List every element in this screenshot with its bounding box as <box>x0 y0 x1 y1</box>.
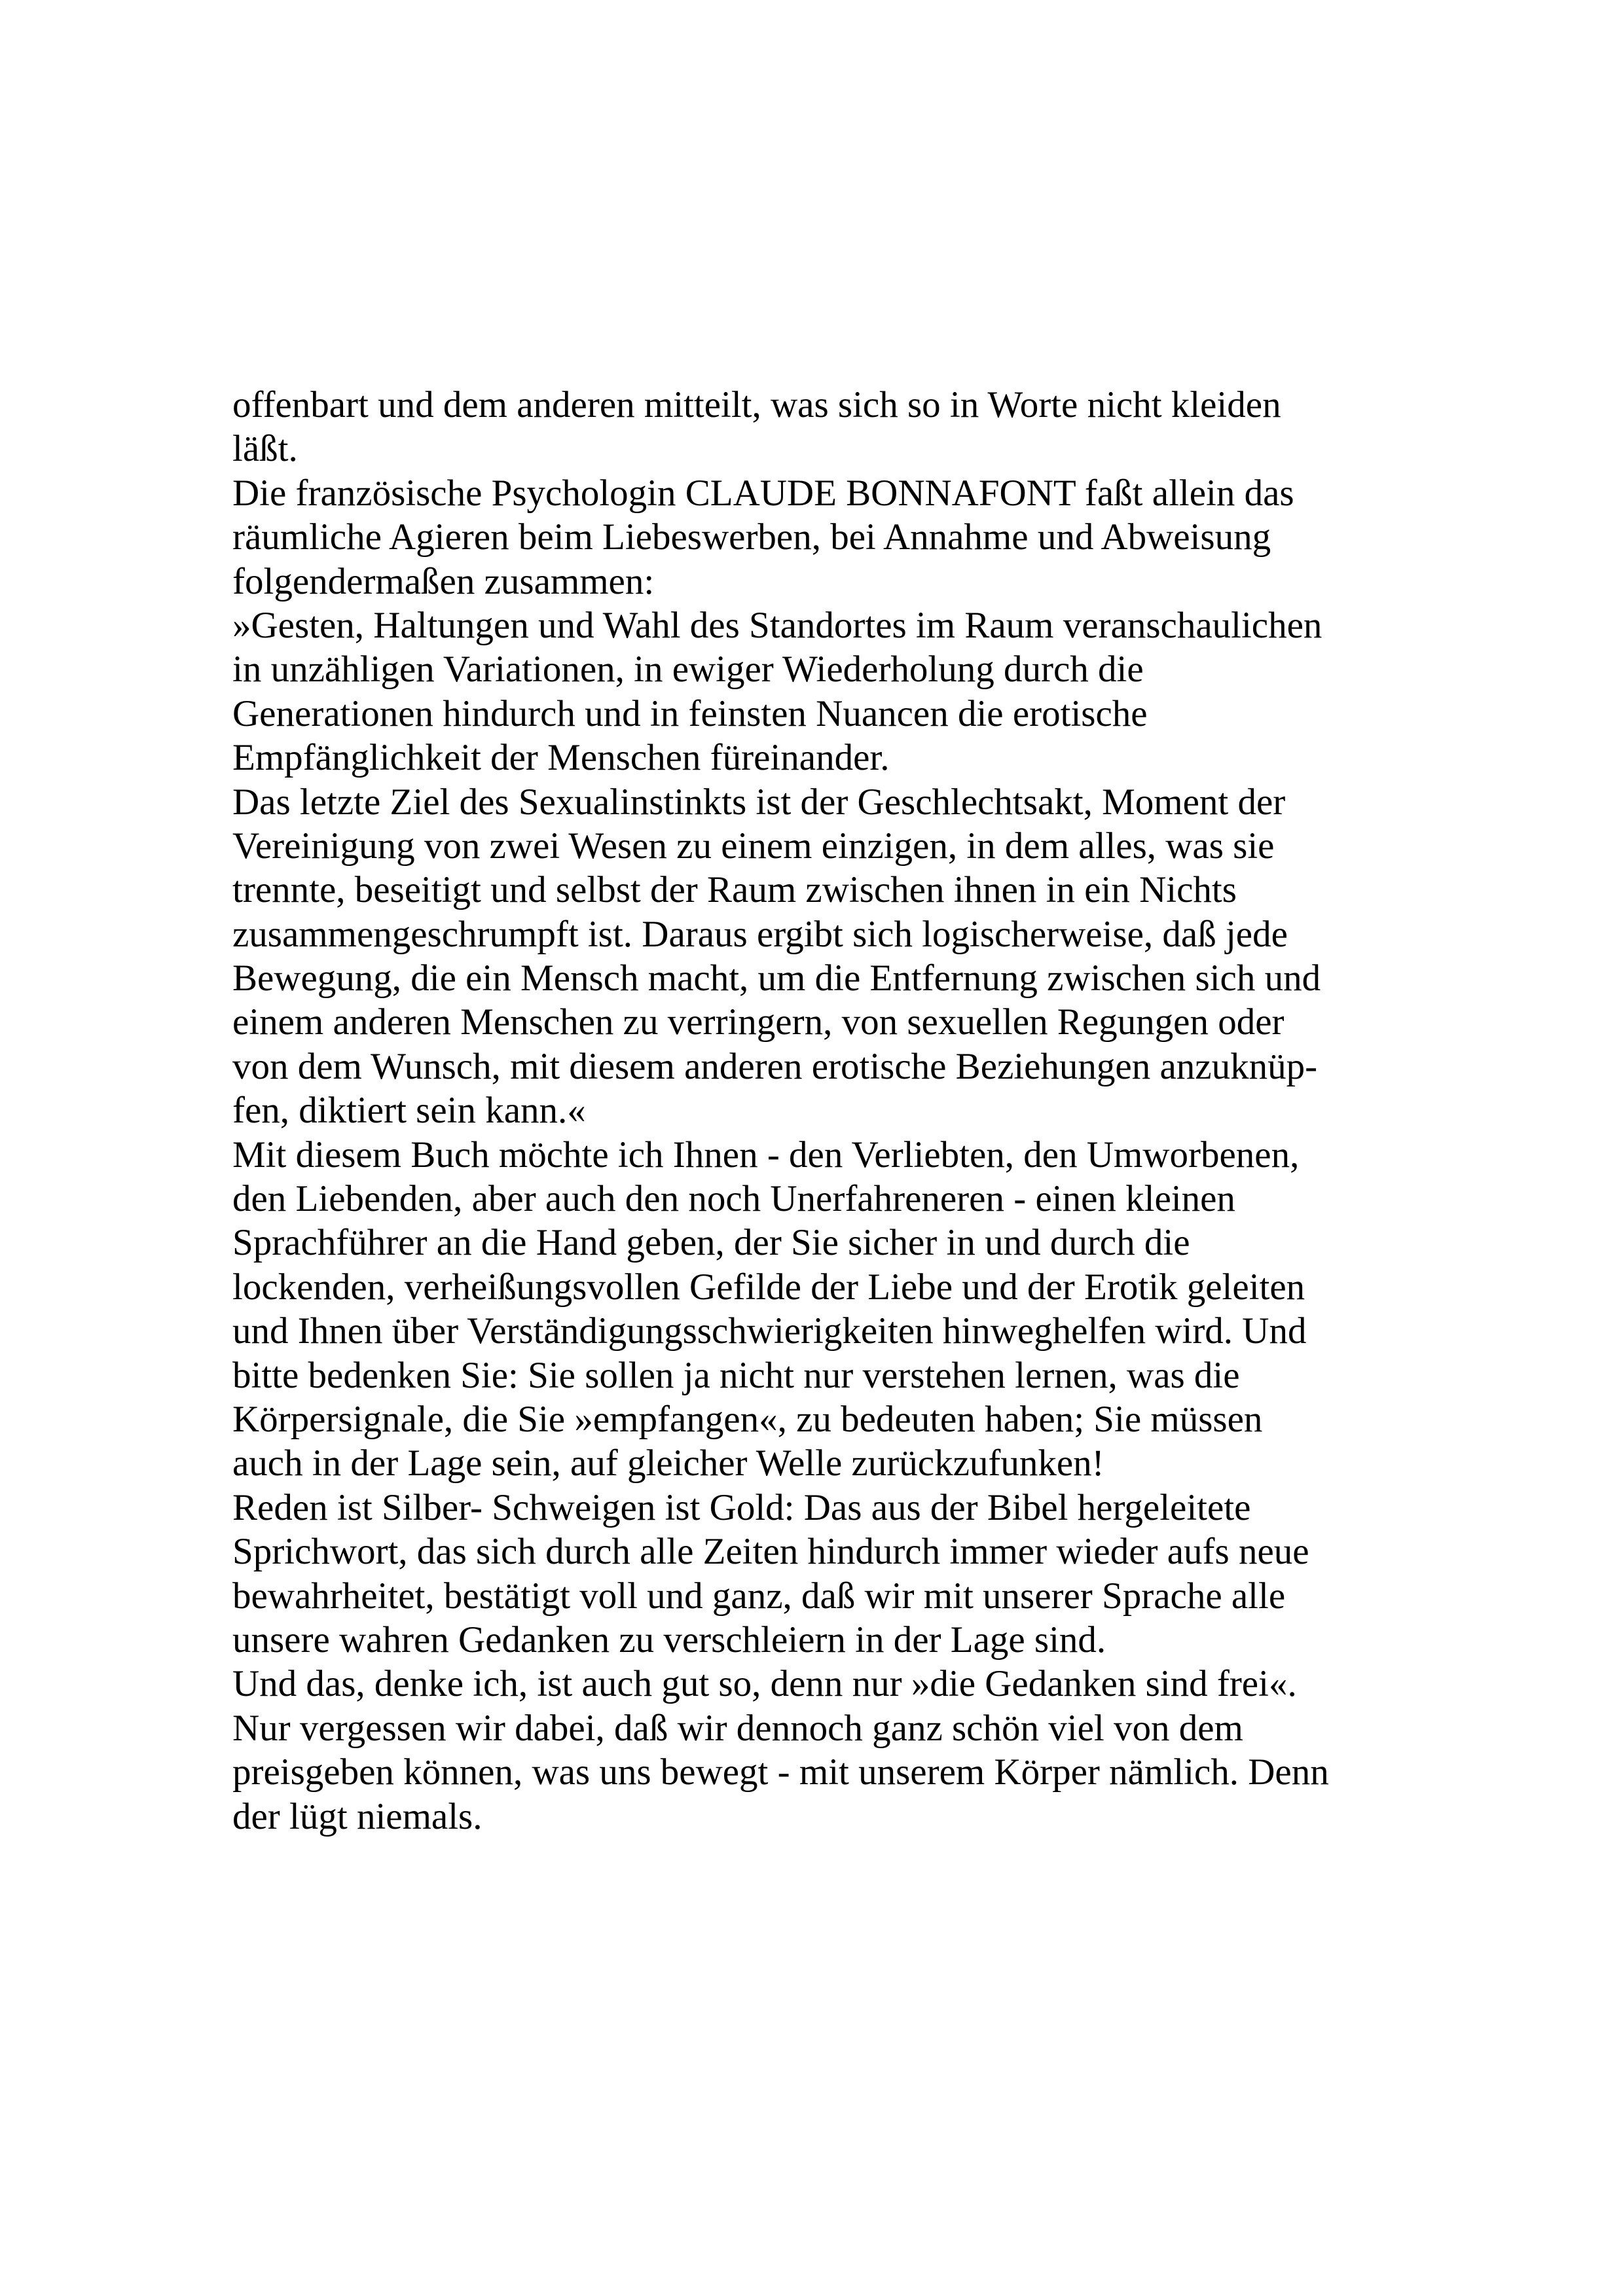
text-line: Bewegung, die ein Mensch macht, um die Entfernung zwischen sich und <box>232 958 1321 999</box>
text-line: »Gesten, Haltungen und Wahl des Standortes im Raum veranschaulichen <box>232 604 1322 646</box>
text-line: Die französische Psychologin CLAUDE BONNAFONT faßt allein das <box>232 472 1294 514</box>
text-line: in unzähligen Variationen, in ewiger Wiederholung durch die <box>232 649 1144 691</box>
text-line: lockenden, verheißungsvollen Gefilde der Liebe und der Erotik geleiten <box>232 1266 1305 1308</box>
text-line: folgendermaßen zusammen: <box>232 560 655 602</box>
text-line: offenbart und dem anderen mitteilt, was sich so in Worte nicht kleiden <box>232 384 1281 425</box>
text-line: fen, diktiert sein kann.« <box>232 1090 586 1132</box>
text-line: einem anderen Menschen zu verringern, von sexuellen Regungen oder <box>232 1001 1285 1043</box>
text-line: Vereinigung von zwei Wesen zu einem einzigen, in dem alles, was sie <box>232 825 1275 867</box>
text-line: Empfänglichkeit der Menschen füreinander. <box>232 737 890 779</box>
text-line: läßt. <box>232 428 298 470</box>
text-line: auch in der Lage sein, auf gleicher Welle zurückzufunken! <box>232 1443 1104 1484</box>
text-line: von dem Wunsch, mit diesem anderen erotische Beziehungen anzuknüp- <box>232 1045 1318 1087</box>
text-line: der lügt niemals. <box>232 1795 483 1837</box>
text-line: Generationen hindurch und in feinsten Nuancen die erotische <box>232 692 1148 734</box>
text-line: unsere wahren Gedanken zu verschleiern in der Lage sind. <box>232 1619 1106 1660</box>
text-line: Reden ist Silber- Schweigen ist Gold: Das aus der Bibel hergeleitete <box>232 1486 1251 1528</box>
text-line: Nur vergessen wir dabei, daß wir dennoch ganz schön viel von dem <box>232 1707 1243 1749</box>
text-line: trennte, beseitigt und selbst der Raum zwischen ihnen in ein Nichts <box>232 869 1237 911</box>
text-line: räumliche Agieren beim Liebeswerben, bei Annahme und Abweisung <box>232 516 1271 558</box>
text-line: Das letzte Ziel des Sexualinstinkts ist der Geschlechtsakt, Moment der <box>232 781 1286 823</box>
text-line: bewahrheitet, bestätigt voll und ganz, daß wir mit unserer Sprache alle <box>232 1575 1286 1617</box>
text-line: Mit diesem Buch möchte ich Ihnen - den Verliebten, den Umworbenen, <box>232 1134 1300 1175</box>
text-line: und Ihnen über Verständigungsschwierigkeiten hinweghelfen wird. Und <box>232 1310 1307 1352</box>
text-line: bitte bedenken Sie: Sie sollen ja nicht nur verstehen lernen, was die <box>232 1354 1240 1396</box>
text-line: preisgeben können, was uns bewegt - mit unserem Körper nämlich. Denn <box>232 1751 1329 1793</box>
text-line: Sprachführer an die Hand geben, der Sie sicher in und durch die <box>232 1222 1190 1264</box>
text-line: zusammengeschrumpft ist. Daraus ergibt sich logischerweise, daß jede <box>232 913 1288 955</box>
text-line: den Liebenden, aber auch den noch Unerfahreneren - einen kleinen <box>232 1178 1235 1220</box>
text-line: Sprichwort, das sich durch alle Zeiten hindurch immer wieder aufs neue <box>232 1531 1309 1573</box>
text-line: Und das, denke ich, ist auch gut so, denn nur »die Gedanken sind frei«. <box>232 1663 1297 1705</box>
text-line: Körpersignale, die Sie »empfangen«, zu bedeuten haben; Sie müssen <box>232 1398 1263 1440</box>
body-text <box>232 383 1398 1839</box>
